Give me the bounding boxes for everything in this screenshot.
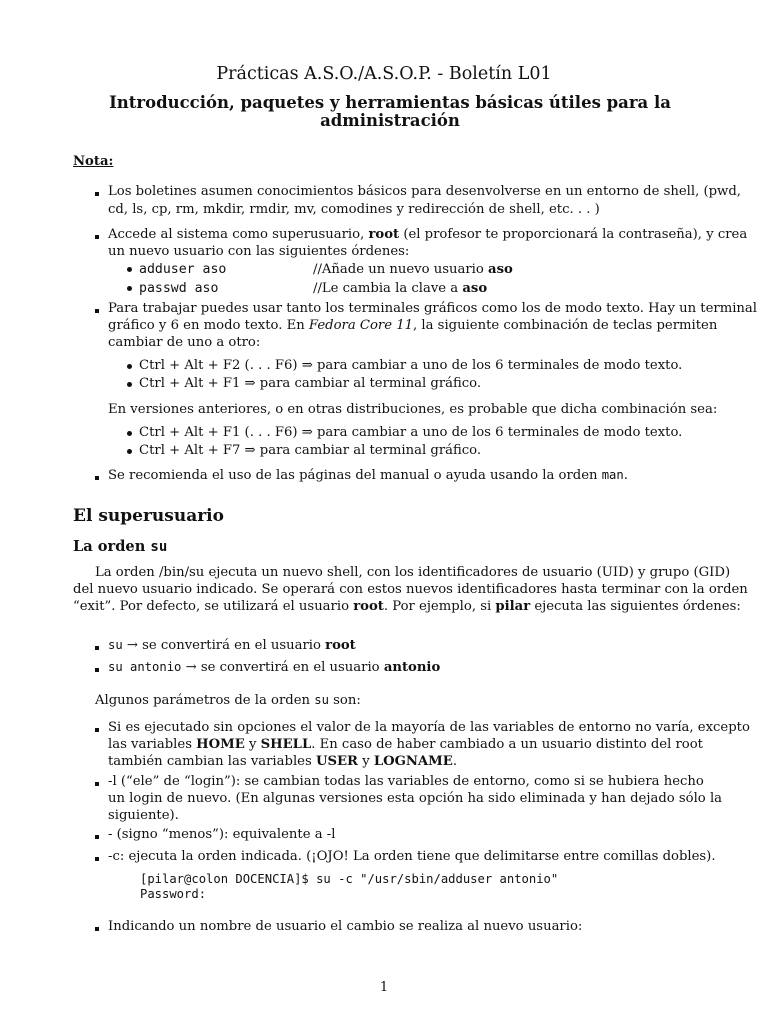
param1-line2: las variables HOME y SHELL. En caso de haber cambiado a un usuario distinto del root xyxy=(108,737,703,752)
comment-adduser: //Añade un nuevo usuario aso xyxy=(313,262,513,277)
bullet-icon xyxy=(95,235,99,239)
nota-b3-sub4: Ctrl + Alt + F7 ⇒ para cambiar al terminal gráfico. xyxy=(139,443,482,458)
param4: -c: ejecuta la orden indicada. (¡OJO! La orden tiene que delimitarse entre comillas dobles). xyxy=(108,849,716,864)
document-title: Prácticas A.S.O./A.S.O.P. - Boletín L01 xyxy=(216,64,552,84)
bullet-icon xyxy=(95,309,99,313)
bullet-dot-icon xyxy=(127,449,132,454)
nota-b3-note: En versiones anteriores, o en otras distribuciones, es probable que dicha combinación sea: xyxy=(108,402,718,417)
bullet-dot-icon xyxy=(127,364,132,369)
nota-b3-sub3: Ctrl + Alt + F1 (. . . F6) ⇒ para cambiar a uno de los 6 terminales de modo texto. xyxy=(139,425,683,440)
nota-b4: Se recomienda el uso de las páginas del manual o ayuda usando la orden man. xyxy=(108,468,628,483)
bullet-icon xyxy=(95,782,99,786)
nota-label: Nota: xyxy=(73,154,114,169)
bullet-dot-icon xyxy=(127,382,132,387)
bullet-icon xyxy=(95,476,99,480)
intro-line3: “exit”. Por defecto, se utilizará el usuario root. Por ejemplo, si pilar ejecuta las siguientes órdenes: xyxy=(73,599,741,614)
section-title: El superusuario xyxy=(73,506,224,526)
bullet-dot-icon xyxy=(127,431,132,436)
nota-b1-line2: cd, ls, cp, rm, mkdir, rmdir, mv, comodines y redirección de shell, etc. . . ) xyxy=(108,202,600,217)
param2-line2: un login de nuevo. (En algunas versiones esta opción ha sido eliminada y han dejado sólo la xyxy=(108,791,723,806)
comment-passwd: //Le cambia la clave a aso xyxy=(313,281,488,296)
bullet-dot-icon xyxy=(127,286,132,291)
nota-b3-line3: cambiar de uno a otro: xyxy=(108,335,261,350)
nota-b3-line1: Para trabajar puedes usar tanto los terminales gráficos como los de modo texto. Hay un terminal xyxy=(108,301,757,316)
nota-b2-line1: Accede al sistema como superusuario, root (el profesor te proporcionará la contraseña), y crea xyxy=(108,227,748,242)
param1-line3: también cambian las variables USER y LOGNAME. xyxy=(108,754,458,769)
bullet-icon xyxy=(95,857,99,861)
nota-b1-line1: Los boletines asumen conocimientos básicos para desenvolverse en un entorno de shell, (pwd, xyxy=(108,184,741,199)
params-intro: Algunos parámetros de la orden su son: xyxy=(95,693,361,708)
bullet-icon xyxy=(95,927,99,931)
bullet-icon xyxy=(95,728,99,732)
bullet-icon xyxy=(95,668,99,672)
command-adduser: adduser aso xyxy=(139,262,227,277)
bullet-icon xyxy=(95,192,99,196)
bullet-dot-icon xyxy=(127,267,132,272)
param1-line1: Si es ejecutado sin opciones el valor de la mayoría de las variables de entorno no varía, excepto xyxy=(108,720,750,735)
param3: - (signo “menos”): equivalente a -l xyxy=(108,827,336,842)
param5: Indicando un nombre de usuario el cambio se realiza al nuevo usuario: xyxy=(108,919,583,934)
code-example: [pilar@colon DOCENCIA]$ su -c "/usr/sbin/adduser antonio" Password: xyxy=(140,872,559,901)
document-subtitle: Introducción, paquetes y herramientas básicas útiles para la administración xyxy=(109,93,671,130)
param2-line1: -l (“ele” de “login”): se cambian todas las variables de entorno, como si se hubiera hecho xyxy=(108,774,704,789)
intro-line2: del nuevo usuario indicado. Se operará con estos nuevos identificadores hasta terminar con la orden xyxy=(73,582,748,597)
su-item-root: su → se convertirá en el usuario root xyxy=(108,638,356,653)
param2-line3: siguiente). xyxy=(108,808,179,823)
command-passwd: passwd aso xyxy=(139,281,219,296)
su-item-antonio: su antonio → se convertirá en el usuario antonio xyxy=(108,660,441,675)
bullet-icon xyxy=(95,646,99,650)
nota-b3-sub1: Ctrl + Alt + F2 (. . . F6) ⇒ para cambiar a uno de los 6 terminales de modo texto. xyxy=(139,358,683,373)
intro-line1: La orden /bin/su ejecuta un nuevo shell, con los identificadores de usuario (UID) y grupo (GID) xyxy=(95,565,731,580)
page-number: 1 xyxy=(379,980,389,995)
subsection-title: La orden su xyxy=(73,538,168,555)
nota-b2-line2: un nuevo usuario con las siguientes órdenes: xyxy=(108,244,410,259)
bullet-icon xyxy=(95,835,99,839)
nota-b3-line2: gráfico y 6 en modo texto. En Fedora Core 11, la siguiente combinación de teclas permiten xyxy=(108,318,718,333)
nota-b3-sub2: Ctrl + Alt + F1 ⇒ para cambiar al terminal gráfico. xyxy=(139,376,482,391)
